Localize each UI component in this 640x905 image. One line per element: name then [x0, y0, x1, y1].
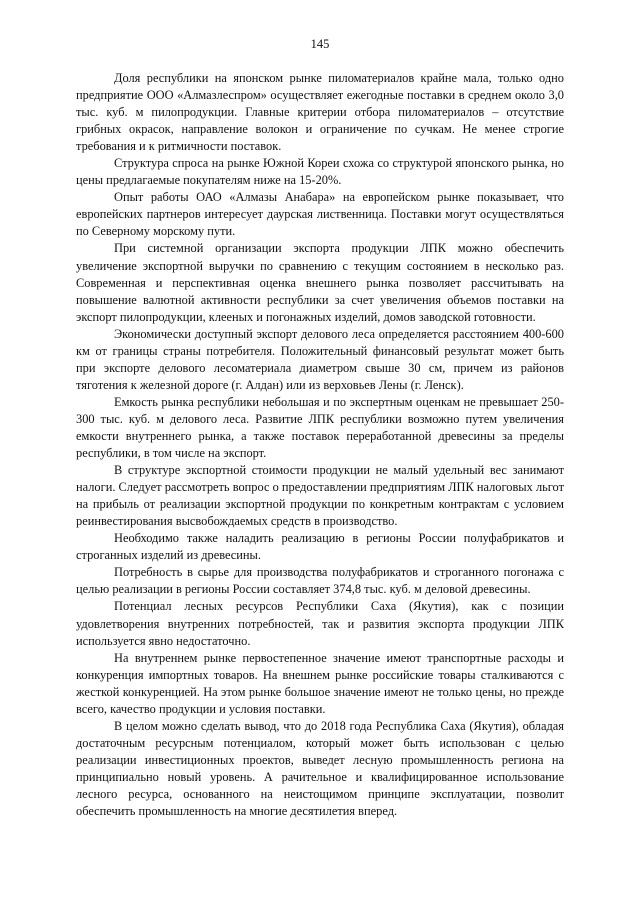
paragraph-4: При системной организации экспорта продукции ЛПК можно обеспечить увеличение экспортной выручки по сравнению с текущим состоянием в несколько раз. Современная и перспективная оценка внешнего рынка позволяет рассчитывать на повышение валютной активности республики за счет увеличения объемов поставки на экспорт пилопродукции, клееных и погонажных изделий, домов заводской готовности.	[76, 241, 564, 324]
paragraph-6: Емкость рынка республики небольшая и по экспертным оценкам не превышает 250-300 тыс. куб. м делового леса. Развитие ЛПК республики возможно путем увеличения емкости внутреннего рынка, а также поставок переработанной древесины за пределы республики, в том числе на экспорт.	[76, 394, 564, 461]
paragraph-11: На внутреннем рынке первостепенное значение имеют транспортные расходы и конкуренция импортных товаров. На внешнем рынке российские товары сталкиваются с жесткой конкуренцией. На этом рынке большое значение имеют не только цены, но прежде всего, качество продукции и условия поставки.	[76, 650, 564, 716]
body-text	[76, 70, 564, 820]
paragraph-5: Экономически доступный экспорт делового леса определяется расстоянием 400-600 км от границы страны потребителя. Положительный финансовый результат может быть при экспорте делового лесоматериала диаметром свыше 30 см, причем из районов тяготения к железной дороге (г. Алдан) или из верховьев Лены (г. Ленск).	[76, 326, 564, 392]
paragraph-7: В структуре экспортной стоимости продукции не малый удельный вес занимают налоги. Следует рассмотреть вопрос о предоставлении предприятиям ЛПК налоговых льгот на прибыль от реализации экспортной продукции по конкретным контрактам с условием реинвестирования высвобождаемых средств в производство.	[76, 463, 564, 529]
page-number: 145	[310, 37, 330, 51]
paragraph-10: Потенциал лесных ресурсов Республики Саха (Якутия), как с позиции удовлетворения внутренних потребностей, так и развития экспорта продукции ЛПК используется явно недостаточно.	[76, 599, 564, 648]
paragraph-8: Необходимо также наладить реализацию в регионы России полуфабрикатов и строганных изделий из древесины.	[76, 531, 564, 563]
paragraph-1: Доля республики на японском рынке пиломатериалов крайне мала, только одно предприятие ООО «Алмазлеспром» осуществляет ежегодные поставки в среднем около 3,0 тыс. куб. м пилопродукции. Главные критерии отбора пиломатериалов – отсутствие грибных окрасок, направление волокон и ограничение по сучкам. Не менее строгие требования и к ритмичности поставок.	[76, 71, 564, 154]
paragraph-3: Опыт работы ОАО «Алмазы Анабара» на европейском рынке показывает, что европейских партнеров интересует даурская лиственница. Поставки могут осуществляться по Северному морскому пути.	[76, 190, 564, 239]
paragraph-12: В целом можно сделать вывод, что до 2018 года Республика Саха (Якутия), обладая достаточным ресурсным потенциалом, который может быть использован с целью реализации инвестиционных проектов, выведет лесную промышленность региона на принципиально новый уровень. А рачительное и квалифицированное использование лесного ресурса, основанного на неистощимом принципе эксплуатации, позволит обеспечить промышленность на многие десятилетия вперед.	[76, 718, 564, 819]
paragraph-2: Структура спроса на рынке Южной Кореи схожа со структурой японского рынка, но цены предлагаемые покупателям ниже на 15-20%.	[76, 156, 564, 188]
paragraph-9: Потребность в сырье для производства полуфабрикатов и строганного погонажа с целью реализации в регионы России составляет 374,8 тыс. куб. м деловой древесины.	[76, 565, 564, 597]
